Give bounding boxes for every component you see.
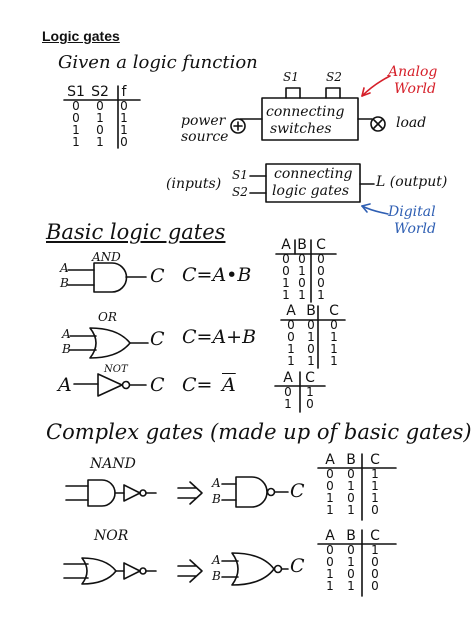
- connecting-switches-box: [262, 98, 358, 140]
- th: B: [346, 528, 356, 544]
- or-in-a: A: [62, 327, 71, 341]
- th: C: [370, 452, 380, 468]
- and-out: C: [150, 265, 165, 287]
- cell: 1: [326, 503, 334, 517]
- cell: 0: [96, 99, 104, 113]
- not-out: C: [150, 374, 165, 396]
- cell: 1: [371, 543, 379, 557]
- cell: 0: [371, 567, 379, 581]
- cell: 0: [96, 123, 104, 137]
- page-title: Logic gates: [42, 28, 120, 44]
- section2-heading: Basic logic gates: [46, 220, 226, 244]
- nor-label: NOR: [94, 528, 129, 544]
- cell: 1: [326, 579, 334, 593]
- digital-label: Digital: [388, 204, 436, 220]
- nand-out: C: [290, 480, 305, 502]
- switch-label-s1: S1: [283, 70, 299, 84]
- cell: 1: [347, 479, 355, 493]
- cell: 1: [282, 276, 290, 290]
- cell: 1: [287, 354, 295, 368]
- cell: 1: [347, 579, 355, 593]
- cell: 0: [284, 385, 292, 399]
- cell: 1: [72, 123, 80, 137]
- cell: 0: [306, 397, 314, 411]
- th: A: [325, 452, 335, 468]
- cell: 0: [287, 330, 295, 344]
- nor-in-b: B: [212, 569, 221, 583]
- nor-or-part: [82, 558, 116, 584]
- cell: 0: [72, 99, 80, 113]
- nor-in-a: A: [212, 553, 221, 567]
- cell: 1: [307, 330, 315, 344]
- cell: 0: [317, 252, 325, 266]
- cell: 0: [72, 111, 80, 125]
- cell: 1: [307, 354, 315, 368]
- analog-world-label: World: [394, 81, 436, 97]
- nor-bubble: [140, 568, 146, 574]
- cell: 0: [120, 135, 128, 149]
- cell: 0: [317, 276, 325, 290]
- th-s1: S1: [67, 84, 85, 100]
- or-gate-symbol: [90, 328, 130, 358]
- cell: 0: [371, 503, 379, 517]
- cell: 1: [120, 111, 128, 125]
- cell: 0: [371, 579, 379, 593]
- or-equation: C=A+B: [182, 326, 257, 348]
- cell: 1: [306, 385, 314, 399]
- th: A: [283, 370, 293, 386]
- cell: 0: [326, 543, 334, 557]
- or-out: C: [150, 328, 165, 350]
- and-equation: C=A•B: [182, 264, 252, 286]
- or-label: OR: [98, 310, 117, 324]
- power-label: power: [181, 113, 226, 129]
- th: B: [306, 303, 316, 319]
- th: A: [281, 237, 291, 253]
- cell: 0: [307, 342, 315, 356]
- not-in-a: A: [58, 374, 72, 396]
- cell: 1: [284, 397, 292, 411]
- input-s1: S1: [232, 168, 248, 182]
- or-in-b: B: [62, 342, 71, 356]
- cell: 0: [347, 567, 355, 581]
- cell: 0: [371, 555, 379, 569]
- cell: 0: [330, 318, 338, 332]
- nand-in-a: A: [212, 476, 221, 490]
- switch-s2-symbol: [326, 88, 340, 98]
- not-equation-rhs: $\overline{A}$: [222, 374, 236, 396]
- nand-not-part: [124, 485, 140, 501]
- cell: 0: [326, 467, 334, 481]
- not-gate-symbol: [98, 374, 122, 396]
- cell: 1: [330, 330, 338, 344]
- switch-label-s2: S2: [326, 70, 342, 84]
- cell: 1: [326, 567, 334, 581]
- nand-bubble: [140, 490, 146, 496]
- cell: 0: [347, 543, 355, 557]
- th: A: [286, 303, 296, 319]
- box2-line2: logic gates: [272, 183, 350, 199]
- cell: 1: [96, 111, 104, 125]
- cell: 0: [326, 479, 334, 493]
- output-label: L (output): [376, 174, 448, 190]
- and-in-b: B: [60, 276, 69, 290]
- and-label: AND: [92, 250, 121, 264]
- connecting-logic-gates-box: [266, 164, 360, 202]
- cell: 0: [347, 491, 355, 505]
- digital-world-label: World: [394, 221, 436, 237]
- nor-out: C: [290, 555, 305, 577]
- th-s2: S2: [91, 84, 109, 100]
- section3-heading: Complex gates (made up of basic gates): [46, 420, 472, 444]
- th: C: [316, 237, 326, 253]
- cell: 0: [298, 252, 306, 266]
- cell: 1: [282, 288, 290, 302]
- box1-line1: connecting: [266, 104, 345, 120]
- load-label: load: [396, 115, 427, 131]
- inputs-label: (inputs): [166, 176, 222, 192]
- not-label: NOT: [104, 364, 128, 375]
- cell: 0: [347, 467, 355, 481]
- cell: 1: [326, 491, 334, 505]
- cell: 1: [96, 135, 104, 149]
- switch-s1-symbol: [286, 88, 300, 98]
- cell: 0: [282, 264, 290, 278]
- input-s2: S2: [232, 185, 248, 199]
- th: B: [297, 237, 307, 253]
- nand-in-b: B: [212, 492, 221, 506]
- not-equation-lhs: C=: [182, 374, 213, 396]
- box1-line2: switches: [270, 121, 332, 137]
- nor-sym-bubble: [275, 566, 282, 573]
- cell: 1: [317, 288, 325, 302]
- th: C: [370, 528, 380, 544]
- th: B: [346, 452, 356, 468]
- cell: 1: [371, 467, 379, 481]
- analog-arrow: [362, 76, 390, 96]
- cell: 0: [282, 252, 290, 266]
- nand-gate-symbol: [236, 477, 267, 507]
- th-f: f: [121, 84, 127, 100]
- implies-arrow: [178, 560, 202, 582]
- implies-arrow: [178, 482, 202, 504]
- nand-label: NAND: [90, 456, 136, 472]
- cell: 0: [326, 555, 334, 569]
- cell: 1: [371, 479, 379, 493]
- analog-label: Analog: [388, 64, 438, 80]
- cell: 0: [120, 99, 128, 113]
- th: C: [305, 370, 315, 386]
- cell: 1: [347, 503, 355, 517]
- cell: 1: [287, 342, 295, 356]
- cell: 1: [72, 135, 80, 149]
- source-label: source: [181, 129, 229, 145]
- cell: 0: [298, 276, 306, 290]
- nor-gate-symbol: [232, 553, 274, 585]
- cell: 0: [287, 318, 295, 332]
- and-gate-symbol: [94, 263, 127, 292]
- cell: 0: [317, 264, 325, 278]
- cell: 0: [307, 318, 315, 332]
- section1-heading: Given a logic function: [58, 52, 258, 73]
- cell: 1: [298, 288, 306, 302]
- cell: 1: [330, 354, 338, 368]
- cell: 1: [330, 342, 338, 356]
- th: C: [329, 303, 339, 319]
- cell: 1: [347, 555, 355, 569]
- box2-line1: connecting: [274, 166, 353, 182]
- not-bubble: [123, 382, 130, 389]
- cell: 1: [298, 264, 306, 278]
- cell: 1: [120, 123, 128, 137]
- th: A: [325, 528, 335, 544]
- nand-and-part: [88, 480, 115, 506]
- cell: 1: [371, 491, 379, 505]
- and-in-a: A: [60, 261, 69, 275]
- nor-not-part: [124, 563, 140, 579]
- nand-sym-bubble: [268, 489, 275, 496]
